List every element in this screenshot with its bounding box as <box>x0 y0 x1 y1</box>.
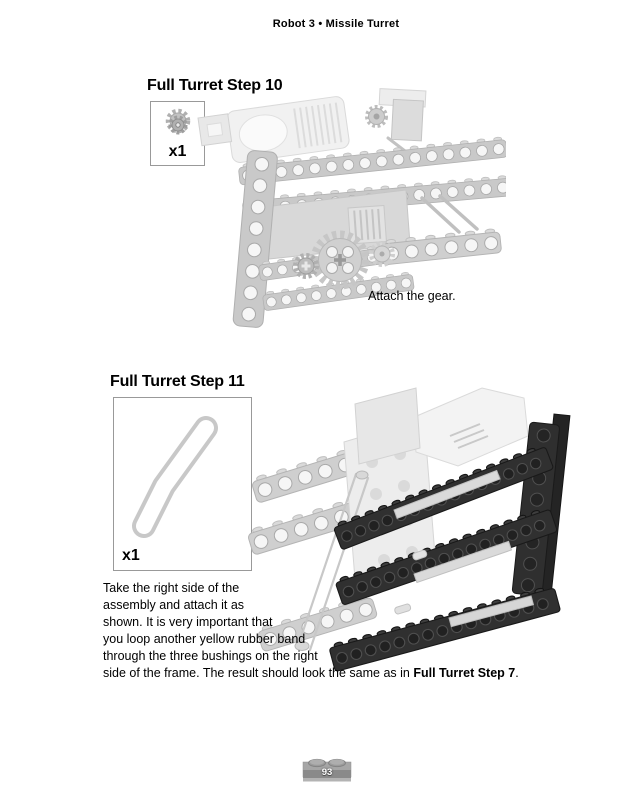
small-gear-left <box>296 256 316 276</box>
gear-icon <box>158 107 198 141</box>
body-line: shown. It is very important that <box>103 615 273 629</box>
page-header-title: Robot 3 • Missile Turret <box>272 18 400 30</box>
grille-block <box>348 205 386 243</box>
small-gear-right <box>372 244 392 264</box>
step-reference: Full Turret Step 7 <box>413 666 516 680</box>
step11-body <box>103 580 543 682</box>
left-bracket <box>198 114 232 146</box>
body-line: you loop another yellow rubber band <box>103 632 306 646</box>
body-line: Take the right side of the <box>103 581 240 595</box>
body-line: through the three bushings on the right <box>103 649 318 663</box>
top-right-block <box>366 88 426 141</box>
body-line: assembly and attach it as <box>103 598 245 612</box>
step11-parts-quantity: x1 <box>122 547 140 564</box>
footer-page-brick <box>302 756 352 783</box>
motor-block <box>226 96 350 164</box>
step11-parts-box <box>113 397 252 571</box>
page-number: 93 <box>321 767 333 778</box>
step11-heading: Full Turret Step 11 <box>110 373 245 390</box>
body-line-final: side of the frame. The result should look the same as in Full Turret Step 7. <box>103 666 519 680</box>
step10-caption: Attach the gear. <box>368 289 456 303</box>
large-gear <box>315 235 365 285</box>
step10-parts-quantity: x1 <box>168 143 187 160</box>
step10-heading: Full Turret Step 10 <box>147 77 283 94</box>
rubber-band-icon <box>114 398 249 548</box>
step10-illustration <box>196 86 506 336</box>
